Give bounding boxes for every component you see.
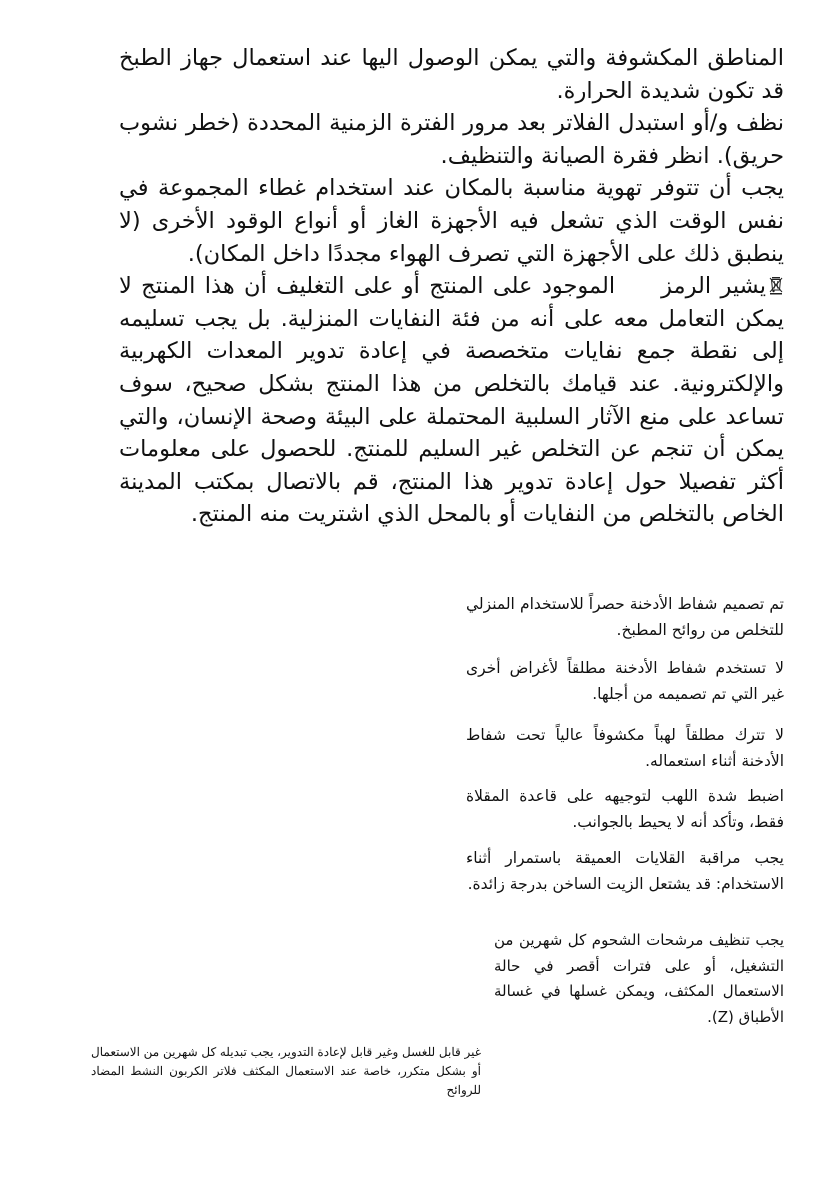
deep-fryer-note <box>466 845 784 897</box>
domestic-use-text: تم تصميم شفاط الأدخنة حصراً للاستخدام المنزلي للتخلص من روائح المطبخ. <box>466 595 784 639</box>
weee-symbol-intro: يشير الرمز <box>661 273 766 300</box>
flame-adjust-note <box>466 783 784 835</box>
ventilation-paragraph: يجب أن تتوفر تهوية مناسبة بالمكان عند استخدام غطاء المجموعة في نفس الوقت الذي تشعل فيه الأجهزة الغاز أو أنواع الوقود الأخرى (لا ينطبق ذلك على الأجهزة التي تصرف الهواء مجددًا داخل المكان). <box>119 175 784 267</box>
grease-filter-text: يجب تنظيف مرشحات الشحوم كل شهرين من التشغيل، أو على فترات أقصر في حالة الاستعمال المكثف، ويمكن غسلها في غسالة الأطباق (Z). <box>494 931 784 1026</box>
other-purposes-note <box>466 655 784 707</box>
open-flame-note <box>466 722 784 774</box>
weee-disposal-paragraph <box>119 270 784 531</box>
deep-fryer-text: يجب مراقبة القلايات العميقة باستمرار أثناء الاستخدام: قد يشتعل الزيت الساخن بدرجة زائدة. <box>466 849 784 893</box>
filter-cleaning-paragraph: نظف و/أو استبدل الفلاتر بعد مرور الفترة الزمنية المحددة (خطر نشوب حريق). انظر فقرة الصيانة والتنظيف. <box>119 110 784 169</box>
weee-disposal-text: الموجود على المنتج أو على التغليف أن هذا المنتج لا يمكن التعامل معه على أنه من فئة النفايات المنزلية. بل يجب تسليمه إلى نقطة جمع نفايات متخصصة في إعادة تدوير المعدات الكهربية والإلكترونية. عند قيامك بالتخلص من هذا المنتج بشكل صحيح، سوف تساعد على منع الآثار السلبية المحتملة على البيئة وصحة الإنسان، والتي يمكن أن تنجم عن التخلص غير السليم للمنتج. للحصول على معلومات أكثر تفصيلا حول إعادة تدوير هذا المنتج، قم بالاتصال بمكتب المدينة الخاص بالتخلص من النفايات أو بالمحل الذي اشتريت منه المنتج. <box>119 273 784 528</box>
carbon-filter-footnote <box>91 1043 481 1100</box>
safety-text-block <box>119 42 784 531</box>
flame-adjust-text: اضبط شدة اللهب لتوجيهه على قاعدة المقلاة فقط، وتأكد أنه لا يحيط بالجوانب. <box>466 787 784 831</box>
domestic-use-note <box>466 591 784 643</box>
other-purposes-text: لا تستخدم شفاط الأدخنة مطلقاً لأغراض أخرى غير التي تم تصميمه من أجلها. <box>466 659 784 703</box>
open-flame-text: لا تترك مطلقاً لهباً مكشوفاً عالياً تحت شفاط الأدخنة أثناء استعماله. <box>466 726 784 770</box>
carbon-filter-text: غير قابل للغسل وغير قابل لإعادة التدوير، يجب تبديله كل شهرين من الاستعمال أو بشكل متكرر، خاصة عند الاستعمال المكثف فلاتر الكربون النشط المضاد للروائح <box>91 1045 481 1097</box>
crossed-out-wheelie-bin-icon <box>768 272 784 292</box>
hot-surfaces-paragraph: المناطق المكشوفة والتي يمكن الوصول اليها عند استعمال جهاز الطبخ قد تكون شديدة الحرارة. <box>119 45 784 104</box>
grease-filter-note <box>494 928 784 1030</box>
